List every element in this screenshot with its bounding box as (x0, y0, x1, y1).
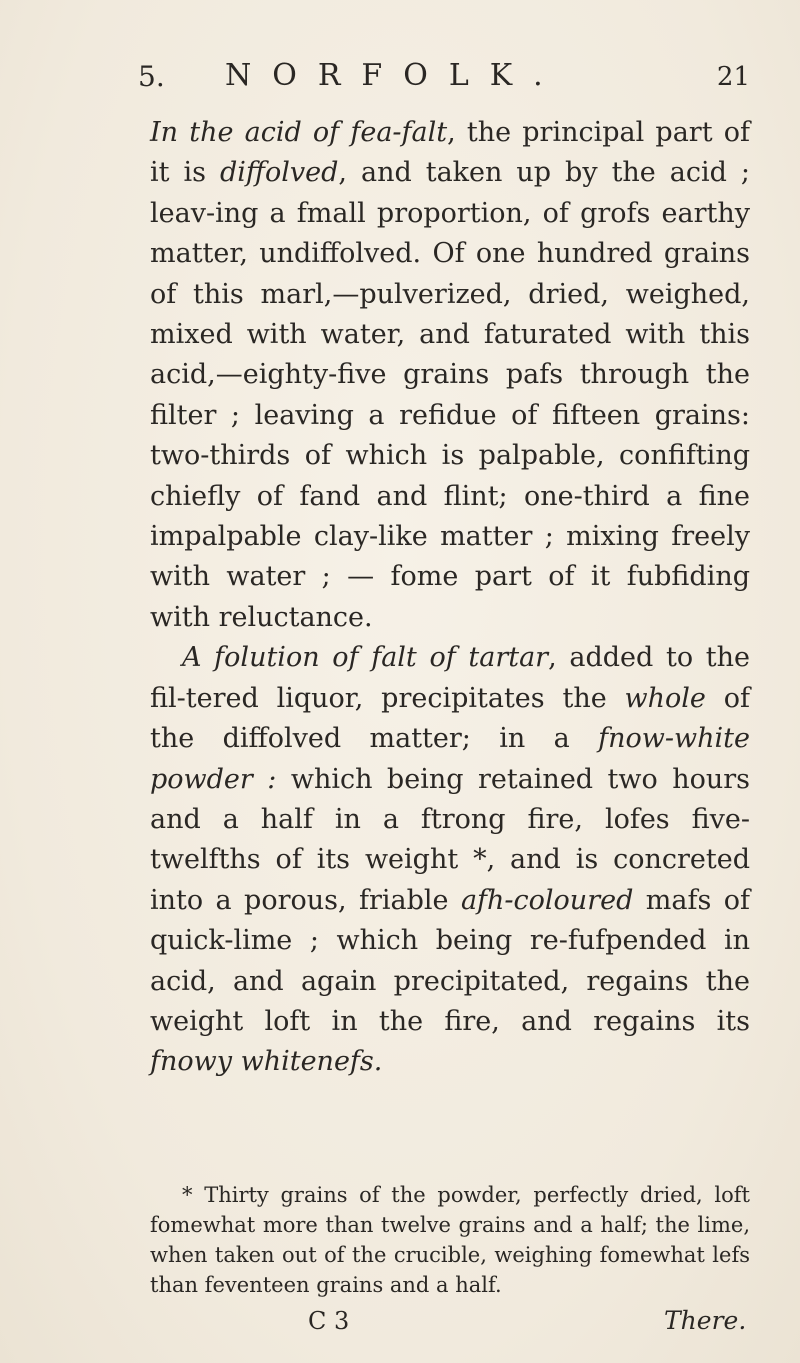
text-run: mafs of quick-lime ; which being re-fufpended in acid, and again precipitated, regains the weight loft in the fire, and regains its (150, 884, 750, 1037)
text-run: In the acid of fea-falt (150, 117, 448, 148)
catchword: There. (664, 1306, 747, 1335)
text-run: fnowy whitenefs. (150, 1046, 383, 1078)
text-run: of the diffolved matter; in a (150, 682, 750, 755)
footnote-text: * Thirty grains of the powder, perfectly dried, loft fomewhat more than twelve grains and a half; the lime, when taken out of the crucible, weighing fomewhat lefs than feventeen grains and a half. (150, 1183, 750, 1297)
paragraph-1 (150, 113, 750, 638)
paragraph-2 (150, 638, 750, 1082)
text-run: , and taken up by the acid ; leav-ing a fmall proportion, of grofs earthy matter, undiffolved. Of one hundred grains of this marl,—pulverized, dried, weighed, mixed with water, and faturated with this acid,—eighty-five grains pafs through the filter ; leaving a refidue of fifteen grains: two-thirds of which is palpable, confifting chiefly of fand and flint; one-third a fine impalpable clay-like matter ; mixing freely with water ; — fome part of it fubfiding with reluctance. (150, 157, 750, 633)
text-run: fnow-white powder : (150, 723, 750, 795)
footnote (150, 1180, 750, 1300)
text-run: afh-coloured (460, 884, 634, 916)
page-header (138, 58, 750, 98)
text-run: whole (624, 682, 706, 714)
body-text (150, 113, 750, 1083)
running-head: NORFOLK. (225, 58, 564, 93)
text-run: diffolved (219, 157, 339, 189)
text-run: A folution of falt of tartar (182, 642, 549, 674)
signature-mark: C 3 (308, 1307, 350, 1335)
text-run: , the principal part of it is (150, 117, 750, 189)
text-run: , added to the fil-tered liquor, precipitates the (150, 642, 750, 714)
page-number: 5. (138, 60, 165, 93)
text-run: which being retained two hours and a half in a ftrong fire, lofes five-twelfths of its weight *, and is concreted into a porous, friable (150, 763, 750, 916)
header-right-mark: 21 (716, 62, 750, 92)
